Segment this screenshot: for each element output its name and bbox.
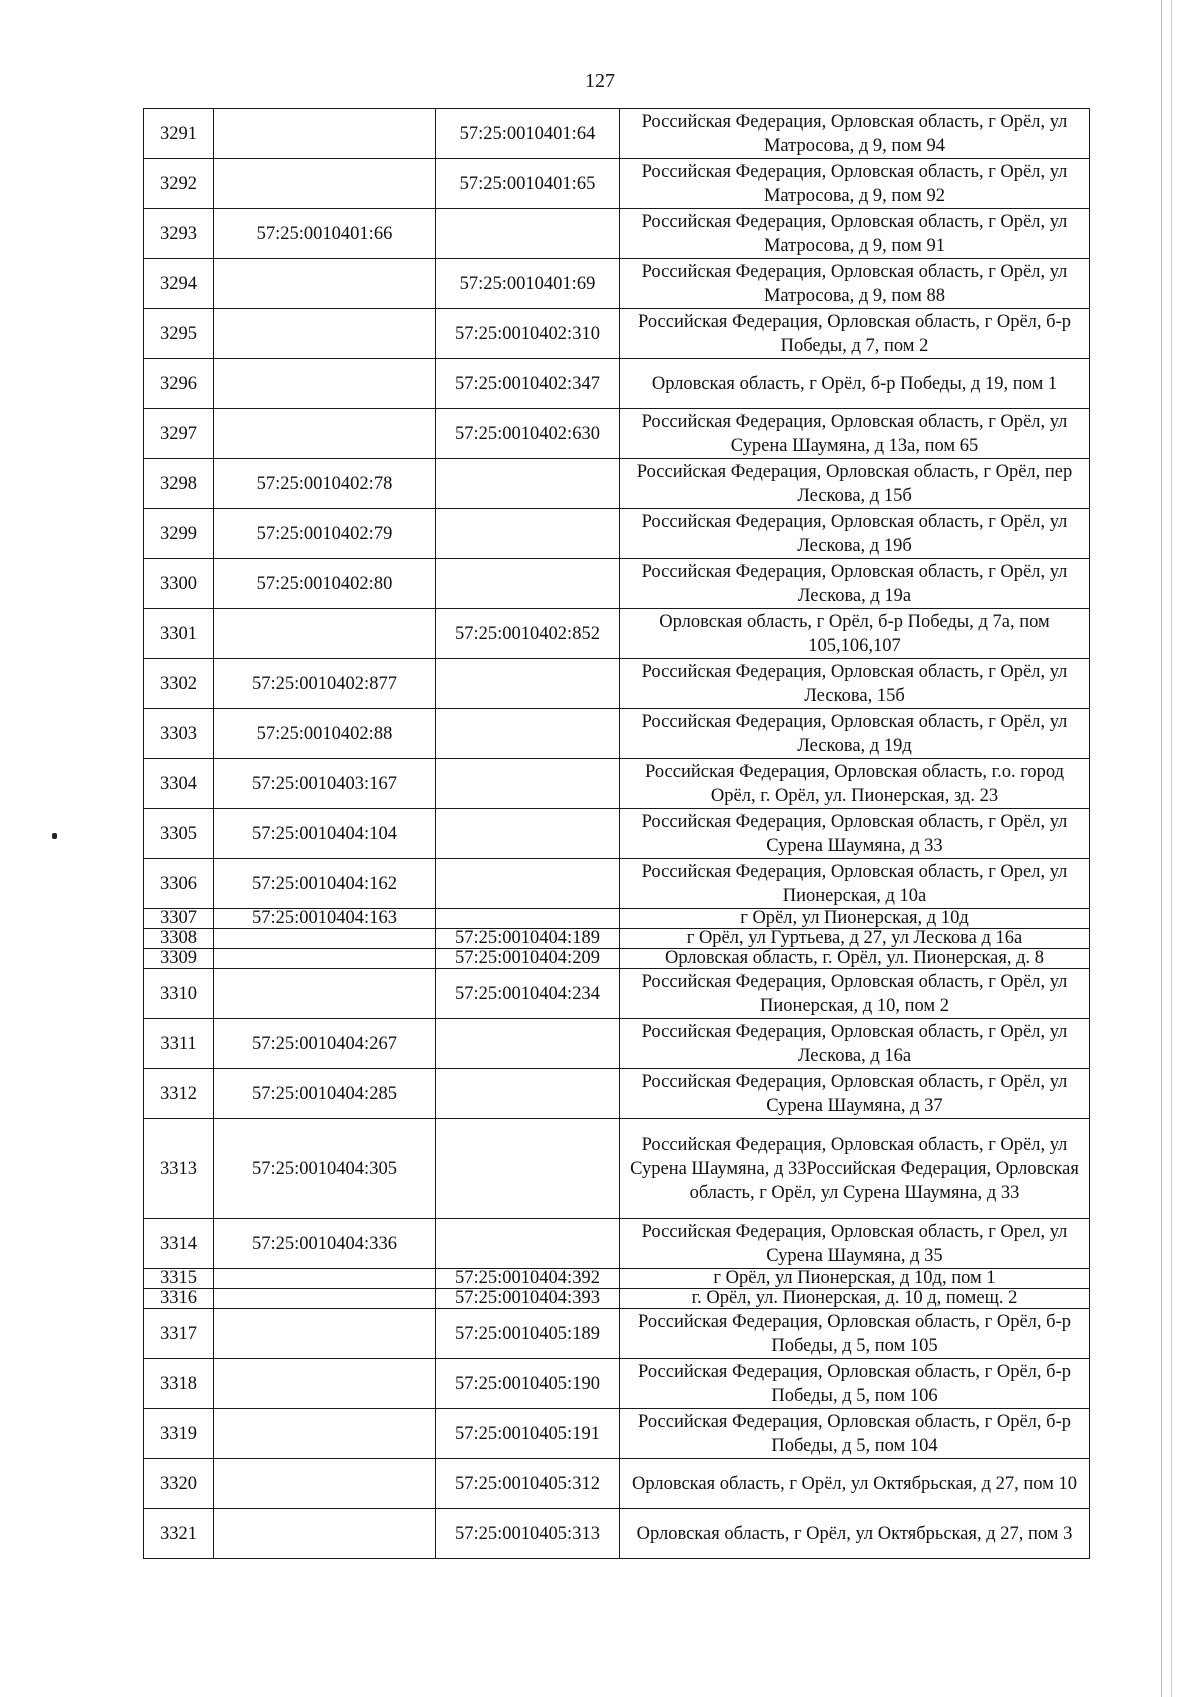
row-number-cell: 3303 [144,709,214,759]
row-number-cell: 3317 [144,1309,214,1359]
address-cell: Орловская область, г Орёл, ул Октябрьская, д 27, пом 3 [620,1509,1090,1559]
cadastral-number-cell: 57:25:0010404:305 [214,1119,436,1219]
cadastral-number-alt-cell: 57:25:0010404:189 [436,929,620,949]
address-cell: Орловская область, г. Орёл, ул. Пионерская, д. 8 [620,949,1090,969]
cadastral-number-alt-cell: 57:25:0010401:64 [436,109,620,159]
table-row [144,159,1090,209]
cadastral-number-cell: 57:25:0010404:163 [214,909,436,929]
table-row [144,949,1090,969]
cadastral-number-alt-cell: 57:25:0010402:347 [436,359,620,409]
cadastral-number-cell [214,1459,436,1509]
address-cell: Российская Федерация, Орловская область, г Орёл, б-р Победы, д 5, пом 106 [620,1359,1090,1409]
cadastral-number-alt-cell: 57:25:0010405:191 [436,1409,620,1459]
table-row [144,1219,1090,1269]
address-cell: Российская Федерация, Орловская область, г Орел, ул Сурена Шаумяна, д 35 [620,1219,1090,1269]
address-cell: Российская Федерация, Орловская область, г Орёл, ул Лескова, д 19д [620,709,1090,759]
row-number-cell: 3293 [144,209,214,259]
cadastral-number-cell: 57:25:0010402:78 [214,459,436,509]
address-cell: Российская Федерация, Орловская область, г.о. город Орёл, г. Орёл, ул. Пионерская, зд. 23 [620,759,1090,809]
row-number-cell: 3309 [144,949,214,969]
cadastral-number-cell [214,1309,436,1359]
table-row [144,1409,1090,1459]
cadastral-number-cell [214,359,436,409]
cadastral-number-cell: 57:25:0010404:285 [214,1069,436,1119]
address-cell: Российская Федерация, Орловская область, г Орёл, б-р Победы, д 7, пом 2 [620,309,1090,359]
cadastral-number-alt-cell: 57:25:0010405:189 [436,1309,620,1359]
address-cell: Российская Федерация, Орловская область, г Орёл, ул Лескова, д 16а [620,1019,1090,1069]
cadastral-number-alt-cell: 57:25:0010402:630 [436,409,620,459]
table-row [144,259,1090,309]
row-number-cell: 3315 [144,1269,214,1289]
cadastral-number-cell: 57:25:0010404:162 [214,859,436,909]
table-row [144,409,1090,459]
cadastral-number-cell: 57:25:0010402:88 [214,709,436,759]
row-number-cell: 3312 [144,1069,214,1119]
table-row [144,459,1090,509]
row-number-cell: 3319 [144,1409,214,1459]
table-row [144,609,1090,659]
cadastral-number-alt-cell [436,509,620,559]
cadastral-number-alt-cell [436,809,620,859]
table-row [144,809,1090,859]
table-row [144,1119,1090,1219]
table-row [144,209,1090,259]
cadastral-number-alt-cell [436,1019,620,1069]
address-cell: Российская Федерация, Орловская область, г Орёл, ул Матросова, д 9, пом 88 [620,259,1090,309]
table-row [144,1509,1090,1559]
cadastral-number-cell [214,1289,436,1309]
table-row [144,909,1090,929]
cadastral-number-cell [214,969,436,1019]
row-number-cell: 3314 [144,1219,214,1269]
cadastral-number-cell: 57:25:0010404:267 [214,1019,436,1069]
table-row [144,1269,1090,1289]
address-cell: г. Орёл, ул. Пионерская, д. 10 д, помещ. 2 [620,1289,1090,1309]
row-number-cell: 3296 [144,359,214,409]
table-row [144,509,1090,559]
table-row [144,1289,1090,1309]
cadastral-number-cell [214,309,436,359]
cadastral-number-cell: 57:25:0010402:79 [214,509,436,559]
table-row [144,929,1090,949]
table-row [144,1069,1090,1119]
table-row [144,309,1090,359]
cadastral-number-alt-cell [436,909,620,929]
cadastral-number-alt-cell [436,759,620,809]
row-number-cell: 3299 [144,509,214,559]
cadastral-number-alt-cell [436,659,620,709]
cadastral-number-alt-cell: 57:25:0010405:313 [436,1509,620,1559]
cadastral-number-cell [214,1509,436,1559]
row-number-cell: 3294 [144,259,214,309]
row-number-cell: 3292 [144,159,214,209]
cadastral-number-alt-cell [436,1069,620,1119]
cadastral-number-cell [214,159,436,209]
cadastral-number-alt-cell: 57:25:0010404:393 [436,1289,620,1309]
cadastral-number-cell [214,109,436,159]
row-number-cell: 3297 [144,409,214,459]
address-cell: Российская Федерация, Орловская область, г Орёл, ул Матросова, д 9, пом 94 [620,109,1090,159]
address-cell: Российская Федерация, Орловская область, г Орёл, пер Лескова, д 15б [620,459,1090,509]
cadastral-number-cell: 57:25:0010404:104 [214,809,436,859]
table-row [144,1019,1090,1069]
row-number-cell: 3298 [144,459,214,509]
cadastral-number-alt-cell [436,1219,620,1269]
address-cell: Российская Федерация, Орловская область, г Орёл, ул Лескова, д 19а [620,559,1090,609]
address-cell: Российская Федерация, Орловская область, г Орёл, б-р Победы, д 5, пом 105 [620,1309,1090,1359]
cadastral-number-cell: 57:25:0010402:80 [214,559,436,609]
address-cell: Российская Федерация, Орловская область, г Орёл, ул Матросова, д 9, пом 92 [620,159,1090,209]
scan-edge-line [1161,0,1162,1697]
cadastral-number-cell: 57:25:0010404:336 [214,1219,436,1269]
registry-table-body [144,109,1090,1559]
table-row [144,709,1090,759]
cadastral-number-alt-cell [436,709,620,759]
cadastral-number-alt-cell: 57:25:0010401:69 [436,259,620,309]
row-number-cell: 3321 [144,1509,214,1559]
address-cell: Российская Федерация, Орловская область, г Орёл, ул Сурена Шаумяна, д 13а, пом 65 [620,409,1090,459]
cadastral-number-cell [214,259,436,309]
registry-table [143,108,1090,1559]
cadastral-number-cell [214,929,436,949]
cadastral-number-alt-cell: 57:25:0010402:310 [436,309,620,359]
cadastral-number-alt-cell: 57:25:0010402:852 [436,609,620,659]
address-cell: Орловская область, г Орёл, б-р Победы, д 7а, пом 105,106,107 [620,609,1090,659]
table-row [144,659,1090,709]
table-row [144,1459,1090,1509]
address-cell: г Орёл, ул Гуртьева, д 27, ул Лескова д 16а [620,929,1090,949]
row-number-cell: 3316 [144,1289,214,1309]
row-number-cell: 3307 [144,909,214,929]
scan-artifact-dot [52,833,57,839]
address-cell: Российская Федерация, Орловская область, г Орёл, ул Сурена Шаумяна, д 33Российская Федерация, Орловская область, г Орёл, ул Сурена Шаумяна, д 33 [620,1119,1090,1219]
scan-edge-line [1171,0,1172,1697]
row-number-cell: 3301 [144,609,214,659]
cadastral-number-cell [214,409,436,459]
row-number-cell: 3320 [144,1459,214,1509]
page-number: 127 [585,70,615,92]
cadastral-number-cell: 57:25:0010401:66 [214,209,436,259]
cadastral-number-cell [214,609,436,659]
table-row [144,759,1090,809]
row-number-cell: 3310 [144,969,214,1019]
row-number-cell: 3291 [144,109,214,159]
address-cell: Российская Федерация, Орловская область, г Орёл, ул Лескова, 15б [620,659,1090,709]
address-cell: г Орёл, ул Пионерская, д 10д [620,909,1090,929]
row-number-cell: 3300 [144,559,214,609]
cadastral-number-alt-cell: 57:25:0010405:312 [436,1459,620,1509]
table-row [144,1309,1090,1359]
cadastral-number-cell: 57:25:0010402:877 [214,659,436,709]
table-row [144,969,1090,1019]
address-cell: Орловская область, г Орёл, ул Октябрьская, д 27, пом 10 [620,1459,1090,1509]
address-cell: Российская Федерация, Орловская область, г Орёл, ул Пионерская, д 10, пом 2 [620,969,1090,1019]
row-number-cell: 3304 [144,759,214,809]
row-number-cell: 3305 [144,809,214,859]
address-cell: г Орёл, ул Пионерская, д 10д, пом 1 [620,1269,1090,1289]
cadastral-number-cell [214,1359,436,1409]
address-cell: Орловская область, г Орёл, б-р Победы, д 19, пом 1 [620,359,1090,409]
row-number-cell: 3318 [144,1359,214,1409]
row-number-cell: 3311 [144,1019,214,1069]
address-cell: Российская Федерация, Орловская область, г Орёл, ул Лескова, д 19б [620,509,1090,559]
table-row [144,109,1090,159]
cadastral-number-alt-cell [436,209,620,259]
table-row [144,559,1090,609]
row-number-cell: 3308 [144,929,214,949]
address-cell: Российская Федерация, Орловская область, г Орёл, ул Сурена Шаумяна, д 33 [620,809,1090,859]
cadastral-number-cell [214,949,436,969]
address-cell: Российская Федерация, Орловская область, г Орел, ул Пионерская, д 10а [620,859,1090,909]
row-number-cell: 3302 [144,659,214,709]
cadastral-number-alt-cell: 57:25:0010404:392 [436,1269,620,1289]
cadastral-number-cell: 57:25:0010403:167 [214,759,436,809]
table-row [144,859,1090,909]
address-cell: Российская Федерация, Орловская область, г Орёл, ул Матросова, д 9, пом 91 [620,209,1090,259]
address-cell: Российская Федерация, Орловская область, г Орёл, б-р Победы, д 5, пом 104 [620,1409,1090,1459]
row-number-cell: 3313 [144,1119,214,1219]
cadastral-number-alt-cell: 57:25:0010404:209 [436,949,620,969]
cadastral-number-cell [214,1269,436,1289]
table-row [144,359,1090,409]
cadastral-number-alt-cell: 57:25:0010405:190 [436,1359,620,1409]
cadastral-number-alt-cell: 57:25:0010404:234 [436,969,620,1019]
cadastral-number-alt-cell [436,859,620,909]
cadastral-number-alt-cell [436,1119,620,1219]
address-cell: Российская Федерация, Орловская область, г Орёл, ул Сурена Шаумяна, д 37 [620,1069,1090,1119]
row-number-cell: 3295 [144,309,214,359]
cadastral-number-alt-cell [436,459,620,509]
cadastral-number-alt-cell [436,559,620,609]
row-number-cell: 3306 [144,859,214,909]
cadastral-number-alt-cell: 57:25:0010401:65 [436,159,620,209]
table-row [144,1359,1090,1409]
cadastral-number-cell [214,1409,436,1459]
